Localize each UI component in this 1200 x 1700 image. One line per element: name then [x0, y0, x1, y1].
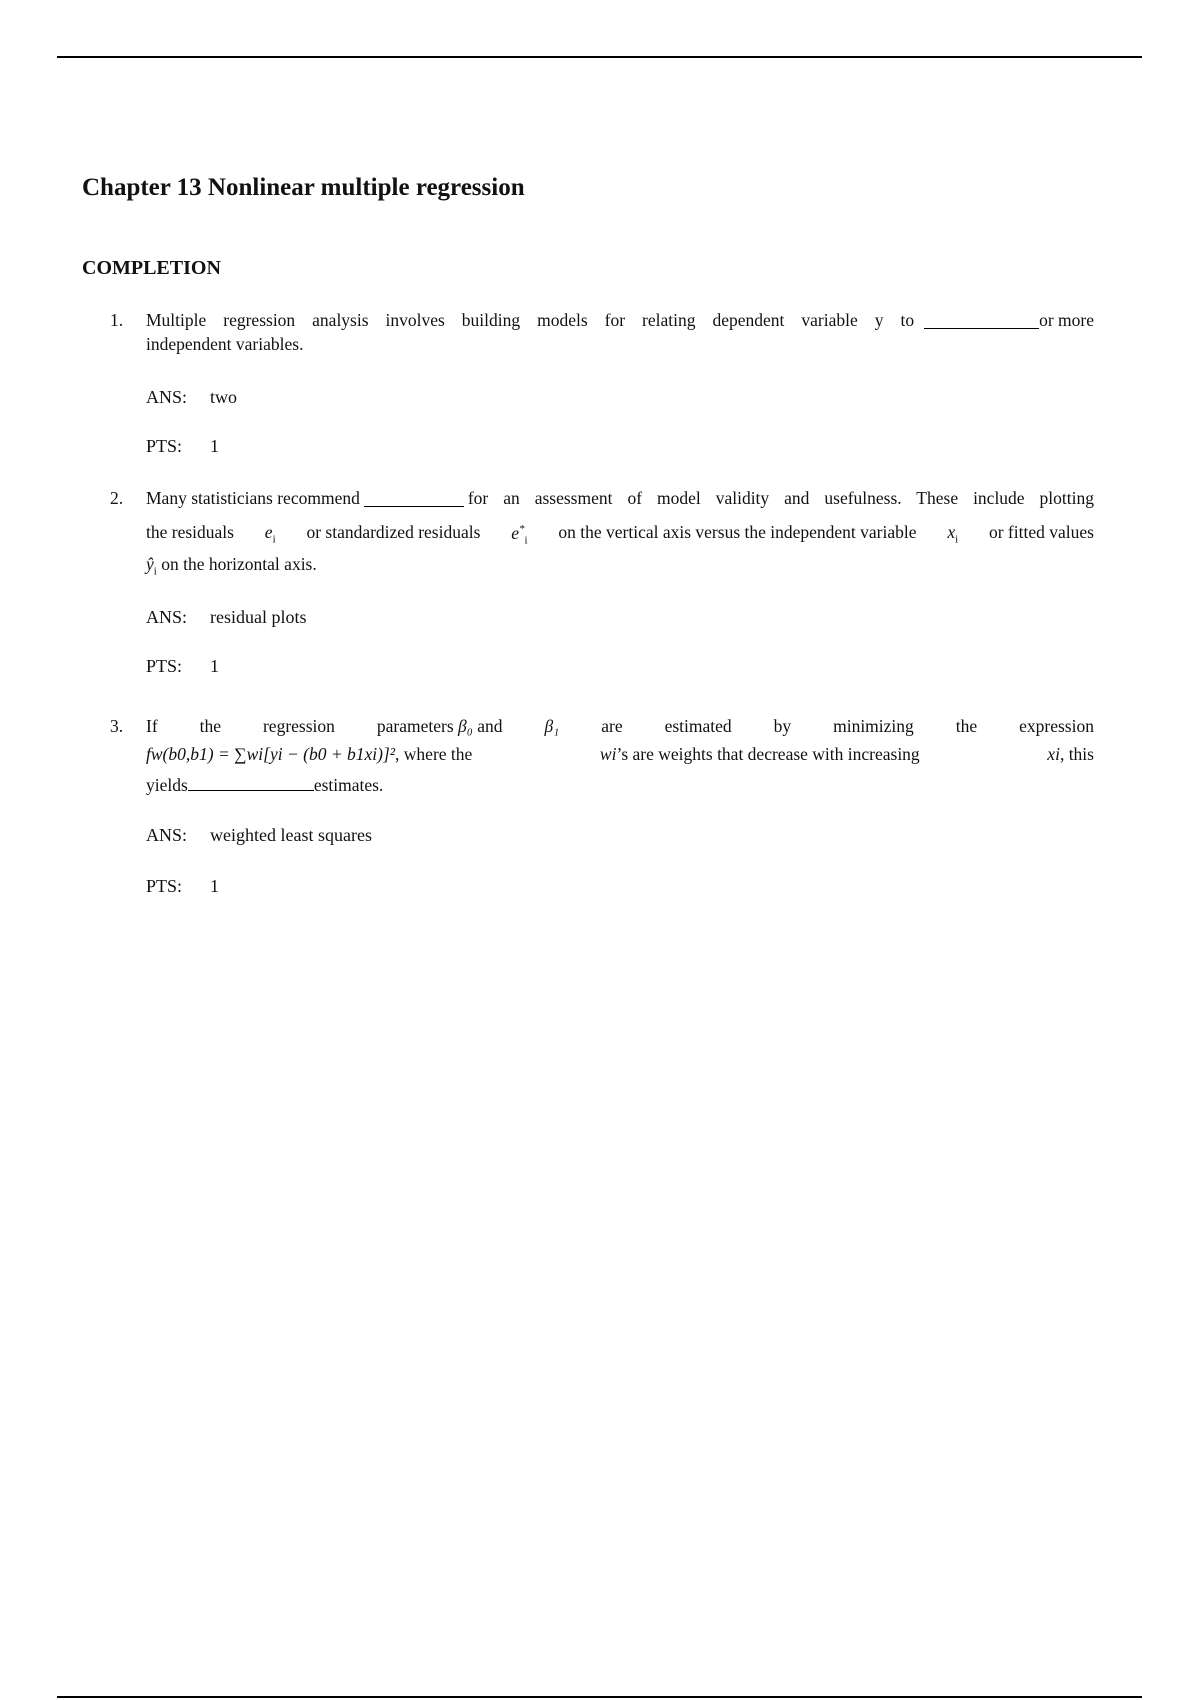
beta1-symbol: β₁ [544, 716, 560, 736]
top-rule [57, 56, 1142, 58]
residual-symbol: $e_i$ [264, 522, 276, 546]
question-word: are [601, 716, 623, 736]
points-value: 1 [210, 656, 219, 676]
ans-label: ANS: [146, 607, 188, 627]
question-word: minimizing [833, 716, 914, 736]
question-word: estimated [664, 716, 732, 736]
points-value: 1 [210, 436, 219, 456]
section-title: COMPLETION [82, 257, 221, 279]
points-value: 1 [210, 876, 219, 896]
beta0-symbol: β₀ [458, 716, 473, 736]
points-row [146, 876, 219, 897]
question-word: and [477, 716, 503, 736]
question-word: by [773, 716, 792, 736]
answer-row [146, 387, 237, 408]
answer-value: two [210, 387, 237, 407]
question-text: independent variables. [146, 334, 304, 354]
question-text: yields [146, 775, 188, 795]
question-word: If [146, 716, 158, 736]
question-text: estimates. [313, 775, 384, 795]
question-text: , where the [395, 744, 473, 764]
bottom-rule [57, 1696, 1142, 1698]
chapter-title: Chapter 13 Nonlinear multiple regression [82, 174, 525, 201]
question-text: on the vertical axis versus the independent variable [558, 522, 917, 542]
xi-symbol: xi [1047, 744, 1060, 764]
ans-label: ANS: [146, 387, 188, 407]
answer-row [146, 607, 307, 628]
points-row [146, 436, 219, 457]
ans-label: ANS: [146, 825, 188, 845]
fitted-value-symbol: $ŷ_i$ [146, 554, 157, 578]
question-word: the [199, 716, 222, 736]
x-symbol: $x_i$ [947, 522, 959, 546]
answer-blank[interactable] [924, 312, 1039, 329]
answer-value: residual plots [210, 607, 307, 627]
question-text: for an assessment of model validity and usefulness. These include plotting [467, 488, 1094, 508]
weighted-ls-formula: fw(b0,b1) = ∑wi[yi − (b0 + b1xi)]² [146, 744, 396, 764]
question-text: or fitted values [988, 522, 1094, 542]
question-text: the residuals [146, 522, 234, 542]
question-text: Multiple regression analysis involves building models for relating dependent variable y to [146, 310, 915, 330]
question-word: parameters [376, 716, 454, 736]
answer-blank[interactable] [188, 774, 314, 791]
pts-label: PTS: [146, 436, 183, 456]
answer-value: weighted least squares [210, 825, 372, 845]
question-text: , this [1059, 744, 1094, 764]
question-text: ’s are weights that decrease with increasing [616, 744, 920, 764]
question-text: Many statisticians recommend [146, 488, 360, 508]
points-row [146, 656, 219, 677]
question-word: regression [262, 716, 335, 736]
answer-row [146, 825, 372, 846]
question-text: on the horizontal axis. [161, 554, 317, 574]
pts-label: PTS: [146, 876, 183, 896]
pts-label: PTS: [146, 656, 183, 676]
question-word: expression [1019, 716, 1094, 736]
w-symbol: wi [599, 744, 617, 764]
question-number: 1. [110, 310, 124, 330]
question-text: or more [1039, 310, 1094, 330]
question-number: 2. [110, 488, 124, 508]
standardized-residual-symbol: $e^*_i$ [511, 522, 528, 547]
answer-blank[interactable] [364, 490, 464, 507]
question-word: the [955, 716, 978, 736]
question-number: 3. [110, 716, 124, 736]
question-text: or standardized residuals [306, 522, 481, 542]
